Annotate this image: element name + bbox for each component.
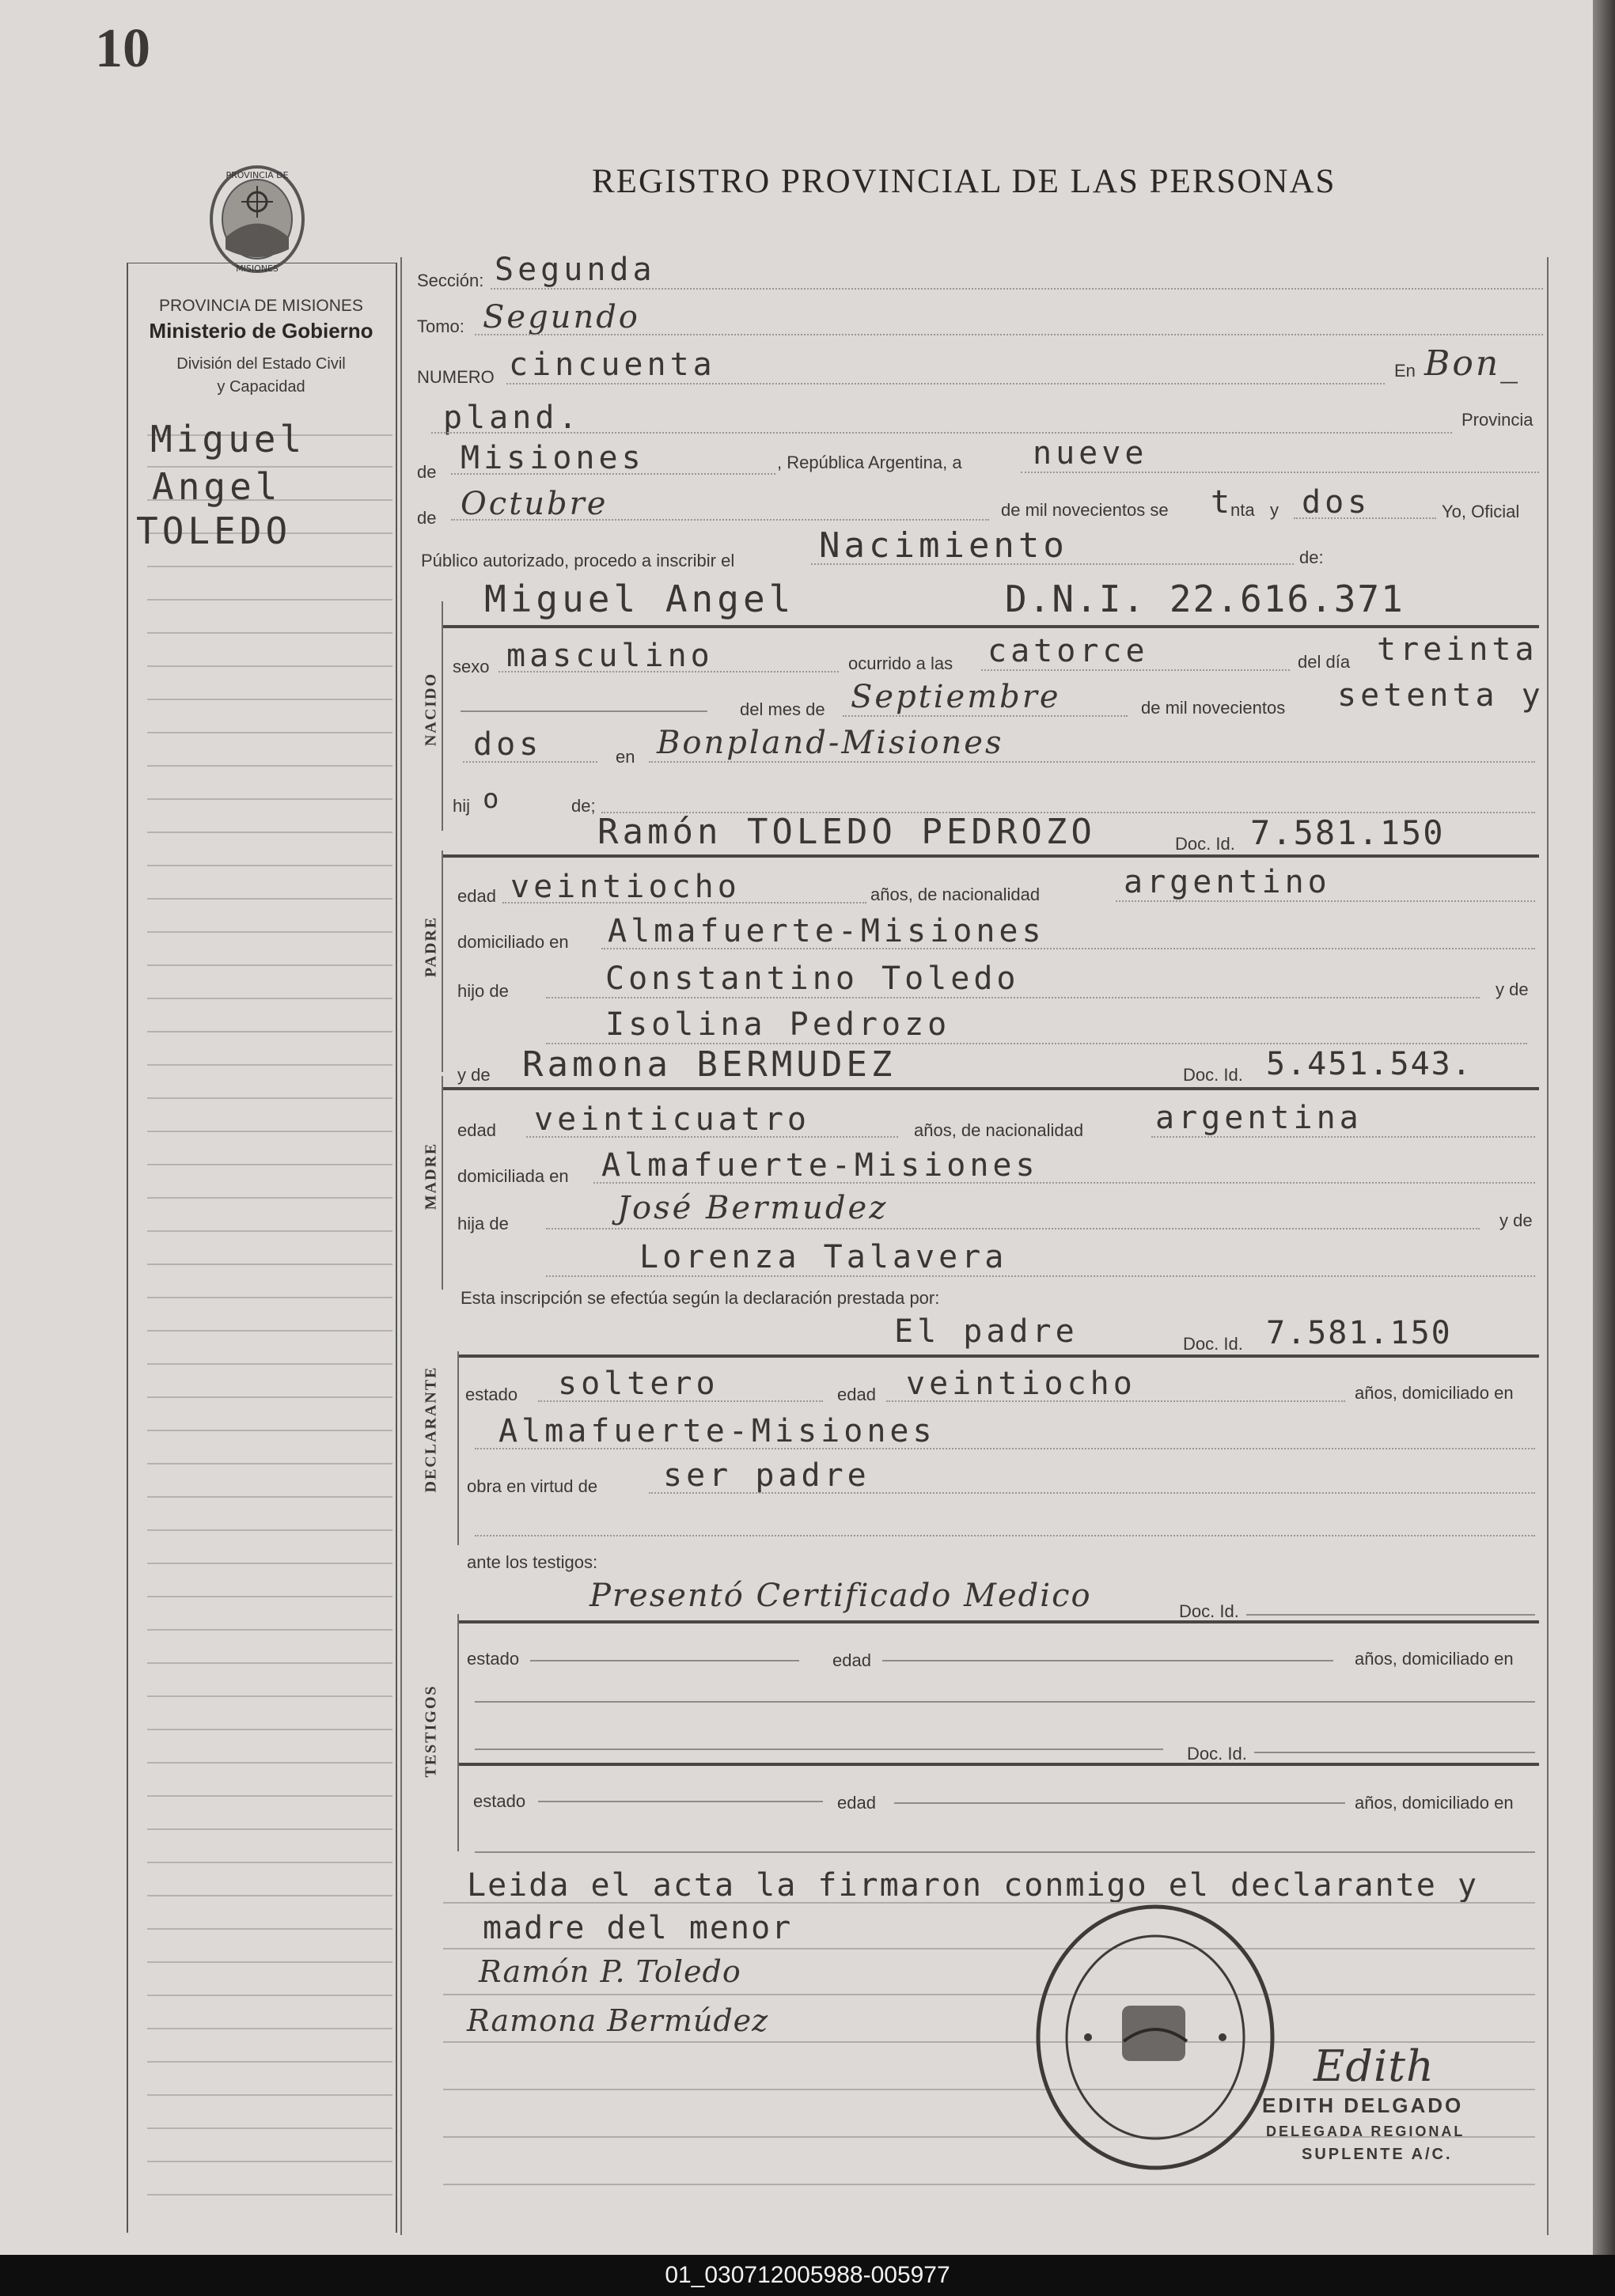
- madre-doc: 5.451.543.: [1266, 1046, 1473, 1082]
- lugar-value-2: pland.: [443, 400, 582, 436]
- margin-name-line3: TOLEDO: [136, 510, 292, 552]
- de-mil-nov-label: de mil novecientos: [1141, 698, 1286, 718]
- padre-hijo-label: hijo de: [457, 981, 509, 1001]
- decl-estado: soltero: [558, 1366, 719, 1402]
- decl-obra: ser padre: [663, 1457, 870, 1494]
- page-edge: [1593, 0, 1615, 2255]
- padre-doc-label: Doc. Id.: [1175, 834, 1235, 854]
- testigos-section-label: TESTIGOS: [422, 1684, 440, 1778]
- decl-edad: veintiocho: [906, 1366, 1136, 1402]
- testigo-1-estado-label: estado: [467, 1649, 520, 1669]
- lugar-value-1: Bon_: [1424, 343, 1521, 384]
- testigo-2-doc-label: Doc. Id.: [1187, 1744, 1247, 1764]
- main-right-border: [1547, 257, 1549, 2235]
- padre-edad: veintiocho: [510, 869, 741, 905]
- dia-value: nueve: [1033, 435, 1148, 472]
- de-colon-label: de:: [1299, 547, 1324, 567]
- anio-nac-value-2: dos: [473, 726, 543, 763]
- ante-label: ante los testigos:: [467, 1552, 598, 1572]
- decada-mark: t: [1211, 484, 1234, 521]
- padre-edad-label: edad: [457, 886, 496, 906]
- del-mes-label: del mes de: [740, 699, 825, 719]
- hij-label: hij: [453, 796, 471, 816]
- closing-line-2: madre del menor: [483, 1910, 793, 1946]
- publico-label: Público autorizado, procedo a inscribir el: [421, 551, 735, 570]
- madre-nac: argentina: [1155, 1100, 1363, 1136]
- padre-padre: Constantino Toledo: [605, 960, 1020, 997]
- seccion-value: Segunda: [495, 252, 656, 288]
- madre-hija-label: hija de: [457, 1214, 509, 1233]
- numero-label: NUMERO: [417, 367, 495, 387]
- acta-tipo-value: Nacimiento: [819, 525, 1068, 566]
- signature-father: Ramón P. Toledo: [479, 1954, 741, 1989]
- page-number: 10: [95, 18, 150, 79]
- division-label: División del Estado Civil: [176, 355, 346, 373]
- declarante-doc: 7.581.150: [1266, 1315, 1452, 1351]
- tomo-label: Tomo:: [417, 316, 464, 336]
- madre-dom: Almafuerte-Misiones: [601, 1147, 1039, 1184]
- tomo-value: Segundo: [483, 299, 640, 335]
- declarante-value: El padre: [894, 1313, 1079, 1350]
- testigo-1: Presentó Certificado Medico: [590, 1578, 1092, 1614]
- decl-edad-label: edad: [837, 1385, 876, 1404]
- registry-title: REGISTRO PROVINCIAL DE LAS PERSONAS: [592, 163, 1336, 200]
- sexo-value: masculino: [506, 638, 714, 674]
- declarante-doc-label: Doc. Id.: [1183, 1334, 1243, 1354]
- closing-line-1: Leida el acta la firmaron conmigo el declarante y: [467, 1867, 1479, 1904]
- padre-madre: Isolina Pedrozo: [605, 1006, 951, 1043]
- ntay-label: nta: [1230, 500, 1255, 520]
- madre-y-de-label: y de: [457, 1065, 491, 1085]
- ministry-label: Ministerio de Gobierno: [149, 319, 373, 343]
- mes-nac-value: Septiembre: [851, 679, 1061, 715]
- padre-y-de-label: y de: [1496, 979, 1529, 999]
- madre-section-label: MADRE: [422, 1142, 440, 1211]
- official-name: EDITH DELGADO: [1262, 2093, 1464, 2117]
- testigo-1-anos-label: años, domiciliado en: [1355, 1649, 1514, 1669]
- signature-mother: Ramona Bermúdez: [467, 2003, 769, 2038]
- madre-nombre: Ramona BERMUDEZ: [522, 1044, 897, 1085]
- hora-value: catorce: [988, 633, 1149, 669]
- lugar-nac-value: Bonpland-Misiones: [657, 725, 1004, 761]
- decl-dom: Almafuerte-Misiones: [499, 1413, 936, 1449]
- declarante-section-label: DECLARANTE: [422, 1366, 440, 1493]
- en-label: En: [1394, 361, 1416, 381]
- y-label: y: [1270, 500, 1279, 520]
- seal-top-text: PROVINCIA DE: [226, 170, 289, 180]
- margin-name-line2: Angel: [152, 465, 282, 508]
- padre-nombre: Ramón TOLEDO PEDROZO: [597, 812, 1096, 852]
- numero-value: cincuenta: [509, 347, 716, 383]
- republica-label: , República Argentina, a: [777, 453, 962, 472]
- dia-nac-value: treinta: [1377, 631, 1538, 668]
- madre-madre: Lorenza Talavera: [639, 1239, 1008, 1275]
- nacido-dni: D.N.I. 22.616.371: [1005, 578, 1405, 620]
- madre-doc-label: Doc. Id.: [1183, 1065, 1243, 1085]
- sexo-label: sexo: [453, 657, 490, 676]
- seccion-label: Sección:: [417, 271, 484, 290]
- madre-padre: José Bermudez: [617, 1190, 889, 1226]
- padre-dom: Almafuerte-Misiones: [608, 913, 1045, 949]
- madre-dom-label: domiciliada en: [457, 1166, 569, 1186]
- del-dia-label: del día: [1298, 652, 1351, 672]
- anio-nac-value-1: setenta y: [1337, 677, 1545, 714]
- padre-section-label: PADRE: [422, 915, 440, 978]
- de-mil-label: de mil novecientos se: [1001, 500, 1169, 520]
- padre-doc: 7.581.150: [1250, 813, 1445, 852]
- madre-edad-label: edad: [457, 1120, 496, 1140]
- anio-value: dos: [1302, 484, 1371, 521]
- main-left-border: [400, 257, 402, 2235]
- de-label: de: [417, 462, 437, 482]
- madre-anos-label: años, de nacionalidad: [914, 1120, 1084, 1140]
- official-stamp-icon: [1029, 1899, 1290, 2184]
- footer-id: 01_030712005988-005977: [0, 2255, 1615, 2296]
- official-role-2: SUPLENTE A/C.: [1302, 2146, 1453, 2163]
- de-label-2: de: [417, 508, 437, 528]
- padre-anos-label: años, de nacionalidad: [870, 885, 1041, 904]
- ocurrido-label: ocurrido a las: [848, 654, 953, 673]
- testigo-1-edad-label: edad: [832, 1650, 871, 1670]
- nacido-section-label: NACIDO: [422, 672, 440, 747]
- decl-estado-label: estado: [465, 1385, 518, 1404]
- province-label: PROVINCIA DE MISIONES: [159, 297, 363, 315]
- padre-nac: argentino: [1124, 864, 1331, 900]
- official-signature: Edith: [1314, 2041, 1435, 2091]
- testigo-2-edad-label: edad: [837, 1793, 876, 1813]
- padre-dom-label: domiciliado en: [457, 932, 569, 952]
- margin-name-line1: Miguel: [150, 418, 306, 460]
- division-label-2: y Capacidad: [217, 378, 305, 396]
- testigo-1-doc-label: Doc. Id.: [1179, 1601, 1239, 1621]
- de-semicolon-label: de;: [571, 796, 596, 816]
- mes-value: Octubre: [461, 486, 608, 522]
- hij-suffix: o: [483, 783, 503, 815]
- margin-column: [127, 263, 397, 2233]
- yo-oficial-label: Yo, Oficial: [1442, 502, 1520, 521]
- testigo-2-anos-label: años, domiciliado en: [1355, 1793, 1514, 1813]
- nacido-nombre: Miguel Angel: [484, 578, 795, 620]
- madre-edad: veinticuatro: [534, 1101, 810, 1138]
- decl-anos-label: años, domiciliado en: [1355, 1383, 1514, 1403]
- provincia-label: Provincia: [1461, 410, 1533, 430]
- provincia-value: Misiones: [461, 440, 645, 476]
- testigo-2-estado-label: estado: [473, 1791, 526, 1811]
- obra-label: obra en virtud de: [467, 1476, 598, 1496]
- seal-bottom-text: MISIONES: [236, 263, 279, 274]
- official-role: DELEGADA REGIONAL: [1266, 2124, 1465, 2139]
- inscripcion-label: Esta inscripción se efectúa según la declaración prestada por:: [461, 1288, 940, 1308]
- en-lower-label: en: [616, 747, 635, 767]
- madre-y-de-label-2: y de: [1499, 1211, 1533, 1230]
